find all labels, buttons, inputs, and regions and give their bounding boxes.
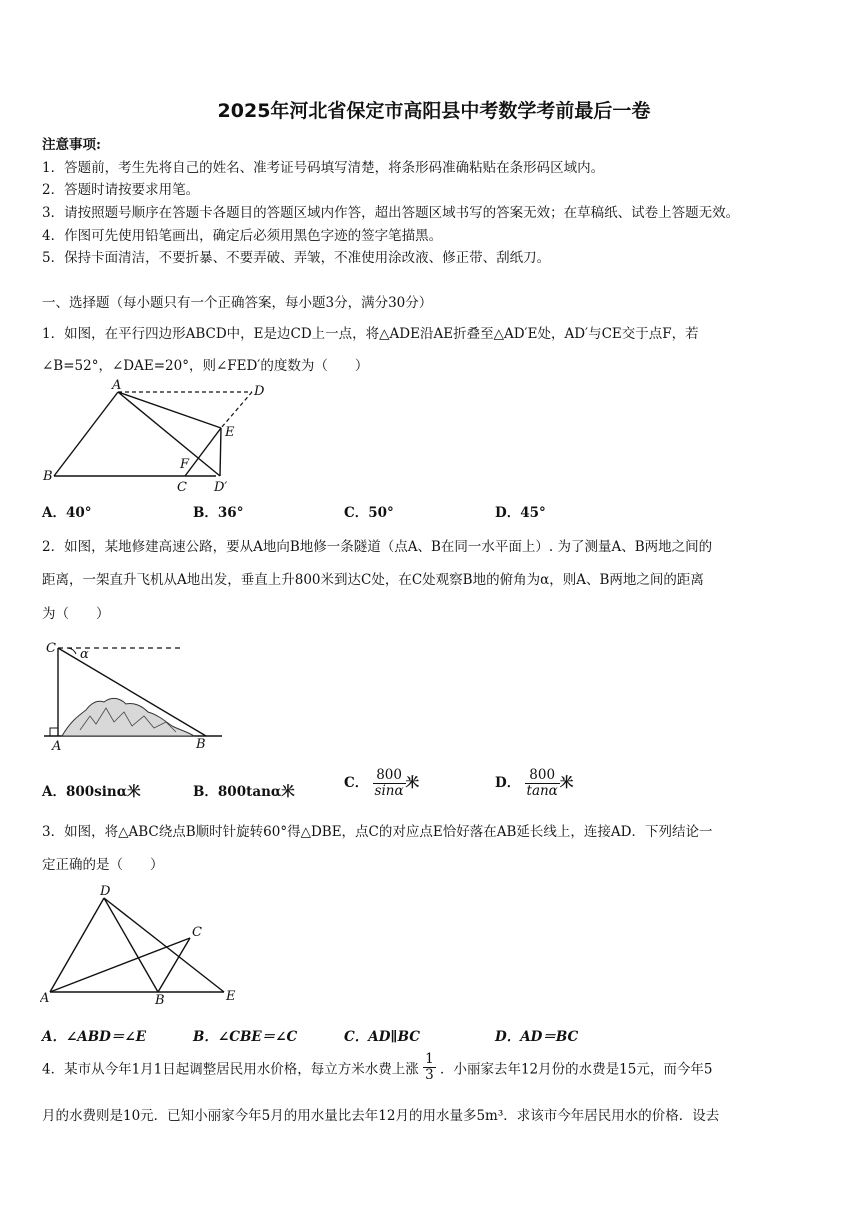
option-b: B．800tanα米 xyxy=(193,784,295,800)
unit: 米 xyxy=(405,774,420,791)
question-3-line-2: 定正确的是（ ） xyxy=(42,857,164,873)
fraction-numerator: 1 xyxy=(425,1051,434,1067)
notice-item: 3．请按照题号顺序在答题卡各题目的答题区域内作答，超出答题区域书写的答案无效；在草稿纸、试卷上答题无效。 xyxy=(42,205,740,221)
label-D: D xyxy=(254,384,265,399)
notice-item: 4．作图可先使用铅笔画出，确定后必须用黑色字迹的签字笔描黑。 xyxy=(42,228,443,244)
option-a: A．40° xyxy=(42,505,92,521)
option-a: A．800sinα米 xyxy=(42,784,141,800)
fraction xyxy=(525,768,560,799)
question-1-line-2: ∠B=52°，∠DAE=20°，则∠FED′的度数为（ ） xyxy=(42,358,369,374)
label-A: A xyxy=(52,739,62,754)
question-1-figure xyxy=(40,376,270,496)
label-C: C xyxy=(192,925,202,940)
option-c xyxy=(344,768,419,799)
label-E: E xyxy=(226,989,236,1004)
section-heading: 一、选择题（每小题只有一个正确答案，每小题3分，满分30分） xyxy=(42,295,433,311)
option-c: C．AD∥BC xyxy=(344,1029,420,1045)
label-D: D xyxy=(100,884,111,899)
option-d-label: D． xyxy=(495,774,521,791)
label-F: F xyxy=(180,457,190,472)
option-d: D．AD＝BC xyxy=(495,1029,579,1045)
option-d xyxy=(495,768,573,799)
label-A: A xyxy=(112,378,122,393)
label-B: B xyxy=(43,469,53,484)
notice-item: 5．保持卡面清洁，不要折暴、不要弄破、弄皱，不准使用涂改液、修正带、刮纸刀。 xyxy=(42,250,551,266)
question-2-line-1: 2．如图，某地修建高速公路，要从A地向B地修一条隧道（点A、B在同一水平面上）. 为了测量A、B两地之间的 xyxy=(42,539,713,555)
question-4-text-post: ．小丽家去年12月份的水费是15元，而今年5 xyxy=(439,1061,713,1078)
question-4-line-1 xyxy=(42,1052,712,1083)
fraction-denominator: sinα xyxy=(374,782,404,799)
fraction-denominator: tanα xyxy=(526,782,558,799)
question-1-line-1: 1．如图，在平行四边形ABCD中，E是边CD上一点，将△ADE沿AE折叠至△AD′E处，AD′与CE交于点F，若 xyxy=(42,326,699,342)
label-C: C xyxy=(46,641,56,656)
unit: 米 xyxy=(559,774,574,791)
question-4-line-2: 月的水费则是10元．已知小丽家今年5月的用水量比去年12月的用水量多5m³．求该市今年居民用水的价格．设去 xyxy=(42,1108,720,1124)
label-A: A xyxy=(40,991,50,1006)
notice-heading: 注意事项: xyxy=(42,137,101,153)
fraction-denominator: 3 xyxy=(425,1066,434,1083)
question-3-figure xyxy=(40,880,250,1010)
option-b: B．36° xyxy=(193,505,244,521)
question-2-line-2: 距离，一架直升飞机从A地出发，垂直上升800米到达C处，在C处观察B地的俯角为α，则A、B两地之间的距离 xyxy=(42,572,704,588)
notice-item: 1．答题前，考生先将自己的姓名、准考证号码填写清楚，将条形码准确粘贴在条形码区域内。 xyxy=(42,160,605,176)
option-d: D．45° xyxy=(495,505,546,521)
option-a: A．∠ABD＝∠E xyxy=(42,1029,146,1045)
page-title: 2025年河北省保定市高阳县中考数学考前最后一卷 xyxy=(217,100,651,122)
question-3-line-1: 3．如图，将△ABC绕点B顺时针旋转60°得△DBE，点C的对应点E恰好落在AB延长线上，连接AD．下列结论一 xyxy=(42,824,713,840)
label-D-prime: D′ xyxy=(214,480,228,495)
notice-item: 2．答题时请按要求用笔。 xyxy=(42,182,200,198)
label-alpha: α xyxy=(80,647,89,662)
label-B: B xyxy=(155,993,165,1008)
option-c-label: C． xyxy=(344,774,369,791)
question-2-line-3: 为（ ） xyxy=(42,606,110,622)
label-C: C xyxy=(177,480,187,495)
option-c: C．50° xyxy=(344,505,394,521)
label-B: B xyxy=(196,737,206,752)
question-2-figure xyxy=(40,632,225,757)
option-b: B．∠CBE＝∠C xyxy=(193,1029,298,1045)
fraction-numerator: 800 xyxy=(525,768,560,784)
fraction-numerator: 800 xyxy=(373,768,406,784)
fraction xyxy=(423,1052,436,1083)
question-4-text-pre: 4．某市从今年1月1日起调整居民用水价格，每立方米水费上涨 xyxy=(42,1061,419,1078)
label-E: E xyxy=(225,425,235,440)
fraction xyxy=(373,768,406,799)
